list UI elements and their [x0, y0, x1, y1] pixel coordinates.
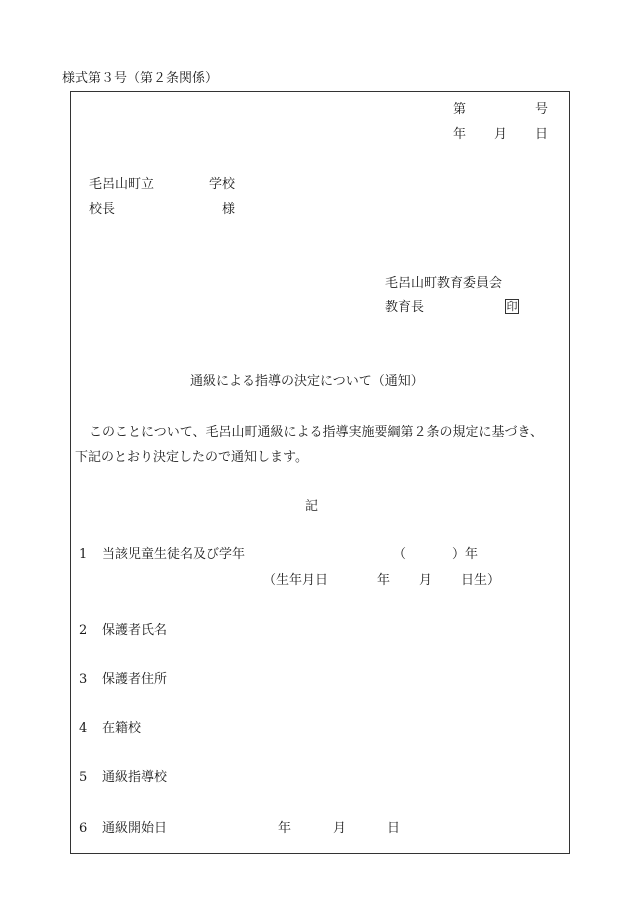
item-4-label: 在籍校 — [102, 721, 142, 736]
item-1-birth-year: 年 — [377, 573, 391, 588]
addressee-honorific: 様 — [222, 202, 236, 217]
seal-mark: 印 — [506, 300, 518, 313]
item-1-grade-suffix: ）年 — [452, 547, 479, 562]
item-6-number: 6 — [79, 821, 88, 836]
date-month-label: 月 — [494, 127, 508, 142]
form-number-label: 様式第３号（第２条関係） — [62, 71, 219, 86]
item-4-number: 4 — [79, 721, 88, 736]
ki-heading: 記 — [305, 499, 319, 514]
item-1-paren-open: （ — [393, 547, 407, 562]
item-2-number: 2 — [79, 623, 88, 638]
addressee-school-label: 学校 — [209, 177, 236, 192]
item-3-number: 3 — [79, 672, 88, 687]
item-1-birth-close: 日生） — [461, 573, 501, 588]
item-3-label: 保護者住所 — [102, 672, 168, 687]
item-1-number: 1 — [79, 547, 88, 562]
form-frame — [70, 91, 570, 854]
item-5-label: 通級指導校 — [102, 770, 168, 785]
sender-board: 毛呂山町教育委員会 — [385, 276, 503, 291]
body-text-line-1: このことについて、毛呂山町通級による指導実施要綱第２条の規定に基づき、 — [89, 425, 543, 440]
date-day-label: 日 — [535, 127, 549, 142]
item-6-month: 月 — [333, 821, 347, 836]
item-6-year: 年 — [278, 821, 292, 836]
item-1-birth-open: （生年月日 — [263, 573, 329, 588]
item-2-label: 保護者氏名 — [102, 623, 168, 638]
document-title: 通級による指導の決定について（通知） — [190, 374, 424, 389]
sender-superintendent: 教育長 — [385, 300, 425, 315]
doc-number-prefix: 第 — [453, 102, 467, 117]
item-1-birth-month: 月 — [419, 573, 433, 588]
addressee-principal: 校長 — [89, 202, 116, 217]
body-text-line-2: 下記のとおり決定したので通知します。 — [75, 450, 308, 465]
date-year-label: 年 — [453, 127, 467, 142]
item-6-label: 通級開始日 — [102, 821, 168, 836]
doc-number-suffix: 号 — [535, 102, 549, 117]
item-6-day: 日 — [387, 821, 401, 836]
item-1-label: 当該児童生徒名及び学年 — [102, 547, 246, 562]
addressee-town-school: 毛呂山町立 — [89, 177, 155, 192]
item-5-number: 5 — [79, 770, 88, 785]
